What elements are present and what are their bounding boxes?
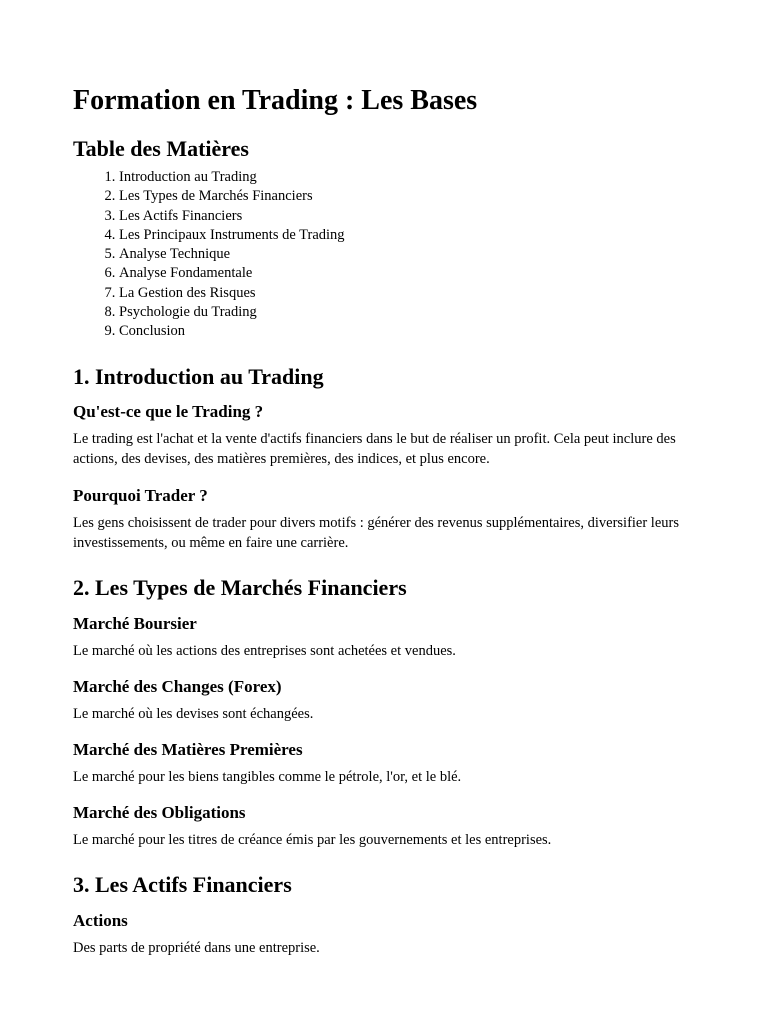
paragraph: Le marché où les actions des entreprises sont achetées et vendues. <box>73 642 456 659</box>
subsection-heading: Pourquoi Trader ? <box>73 485 208 505</box>
toc-heading: Table des Matières <box>73 136 249 161</box>
subsection-heading: Marché des Obligations <box>73 802 246 822</box>
subsection-heading: Actions <box>73 910 128 930</box>
paragraph: Le marché où les devises sont échangées. <box>73 705 314 722</box>
paragraph: Le marché pour les biens tangibles comme le pétrole, l'or, et le blé. <box>73 768 462 785</box>
toc-item: 8. Psychologie du Trading <box>119 303 703 322</box>
document-title: Formation en Trading : Les Bases <box>73 85 478 116</box>
document-page <box>73 84 703 958</box>
toc-item: 4. Les Principaux Instruments de Trading <box>119 226 703 245</box>
subsection-heading: Marché Boursier <box>73 613 197 633</box>
section-introduction <box>73 364 703 553</box>
paragraph: Des parts de propriété dans une entreprise. <box>73 939 320 956</box>
toc-item: 5. Analyse Technique <box>119 245 703 264</box>
paragraph: Le marché pour les titres de créance émis par les gouvernements et les entreprises. <box>73 831 552 848</box>
toc-item: 7. La Gestion des Risques <box>119 284 703 303</box>
section-market-types <box>73 575 703 850</box>
subsection-heading: Qu'est-ce que le Trading ? <box>73 401 264 421</box>
subsection-heading: Marché des Changes (Forex) <box>73 676 282 696</box>
section-heading: 1. Introduction au Trading <box>73 363 324 389</box>
toc-item: 6. Analyse Fondamentale <box>119 264 703 283</box>
toc-item: 2. Les Types de Marchés Financiers <box>119 187 703 206</box>
toc-item: 9. Conclusion <box>119 322 703 341</box>
section-heading: 3. Les Actifs Financiers <box>73 871 292 897</box>
subsection-heading: Marché des Matières Premières <box>73 739 303 759</box>
paragraph: Le trading est l'achat et la vente d'actifs financiers dans le but de réaliser un profit. Cela peut inclure des actions, des devises, des matières premières, des indices, et plus encore. <box>73 430 676 467</box>
section-financial-assets <box>73 872 703 958</box>
toc-item: 3. Les Actifs Financiers <box>119 207 703 226</box>
paragraph: Les gens choisissent de trader pour divers motifs : générer des revenus supplémentaires, diversifier leurs investissements, ou même en faire une carrière. <box>73 514 679 551</box>
toc-item: 1. Introduction au Trading <box>119 168 703 187</box>
section-heading: 2. Les Types de Marchés Financiers <box>73 574 407 600</box>
table-of-contents <box>73 168 703 342</box>
